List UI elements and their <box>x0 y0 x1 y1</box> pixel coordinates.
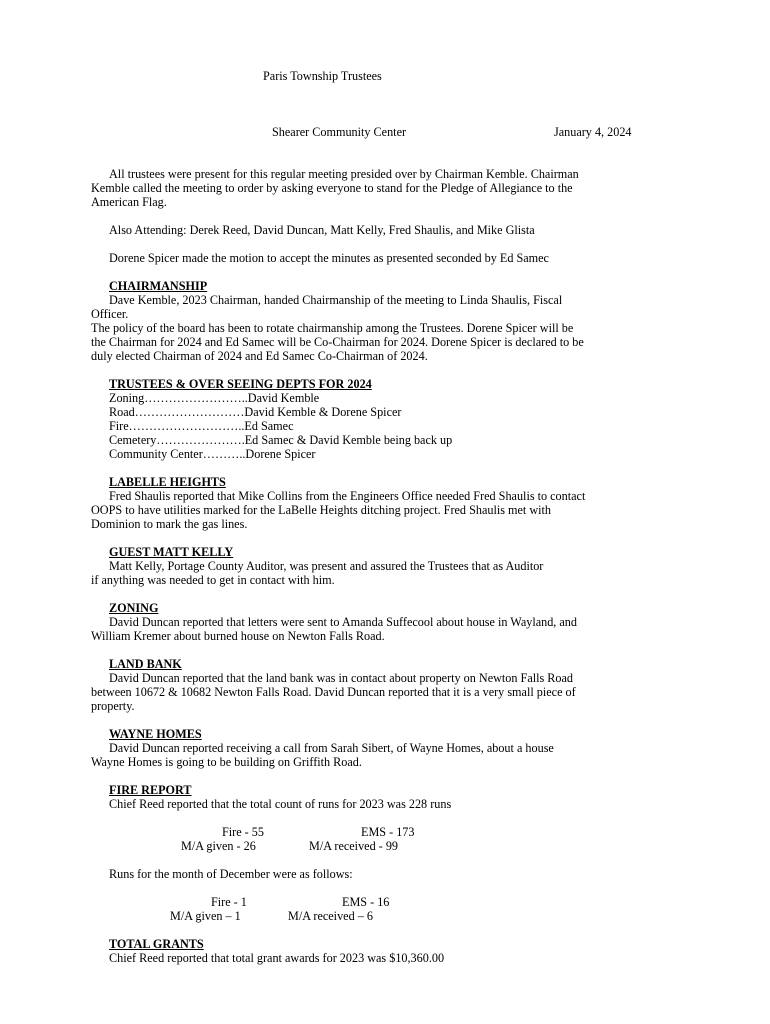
fire-total-runs: Chief Reed reported that the total count of runs for 2023 was 228 runs <box>109 797 452 811</box>
year-ma-received: M/A received - 99 <box>309 839 399 853</box>
meeting-location: Shearer Community Center <box>272 125 407 139</box>
section-heading: GUEST MATT KELLY <box>109 545 234 559</box>
dept-row: Road………………………David Kemble & Dorene Spicer <box>109 405 402 419</box>
year-ems-count: EMS - 173 <box>361 825 415 839</box>
section-line: Wayne Homes is going to be building on Griffith Road. <box>91 755 362 769</box>
section-line: Dominion to mark the gas lines. <box>91 517 248 531</box>
dept-row: Fire………………………..Ed Samec <box>109 419 294 433</box>
section-line: William Kremer about burned house on Newton Falls Road. <box>91 629 385 643</box>
section-line: David Duncan reported that letters were sent to Amanda Suffecool about house in Wayland, and <box>109 615 577 629</box>
section-line: Fred Shaulis reported that Mike Collins from the Engineers Office needed Fred Shaulis to contact <box>109 489 586 503</box>
minutes-motion <box>91 251 711 265</box>
section-line: Officer. <box>91 307 129 321</box>
year-ma-given: M/A given - 26 <box>181 839 256 853</box>
also-attending-text: Also Attending: Derek Reed, David Duncan, Matt Kelly, Fred Shaulis, and Mike Glista <box>109 223 535 237</box>
section-heading: LAND BANK <box>109 657 182 671</box>
section-line: if anything was needed to get in contact with him. <box>91 573 335 587</box>
intro-line: American Flag. <box>91 195 167 209</box>
section-total-grants <box>91 937 711 965</box>
section-heading: FIRE REPORT <box>109 783 192 797</box>
section-fire-report <box>91 783 711 811</box>
document-title: Paris Township Trustees <box>263 69 382 83</box>
section-heading: LABELLE HEIGHTS <box>109 475 226 489</box>
dept-row: Zoning……………………..David Kemble <box>109 391 320 405</box>
month-fire-count: Fire - 1 <box>211 895 247 909</box>
section-depts <box>91 377 711 461</box>
section-line: the Chairman for 2024 and Ed Samec will be Co-Chairman for 2024. Dorene Spicer is declared to be <box>91 335 584 349</box>
section-land-bank <box>91 657 711 713</box>
section-line: The policy of the board has been to rotate chairmanship among the Trustees. Dorene Spicer will be <box>91 321 574 335</box>
section-line: between 10672 & 10682 Newton Falls Road. David Duncan reported that it is a very small piece of <box>91 685 576 699</box>
also-attending <box>91 223 711 237</box>
minutes-motion-text: Dorene Spicer made the motion to accept the minutes as presented seconded by Ed Samec <box>109 251 549 265</box>
section-line: OOPS to have utilities marked for the LaBelle Heights ditching project. Fred Shaulis met with <box>91 503 551 517</box>
section-wayne-homes <box>91 727 711 769</box>
section-line: David Duncan reported that the land bank was in contact about property on Newton Falls Road <box>109 671 574 685</box>
dept-row: Community Center………..Dorene Spicer <box>109 447 316 461</box>
section-heading: CHAIRMANSHIP <box>109 279 208 293</box>
intro-line: All trustees were present for this regular meeting presided over by Chairman Kemble. Chairman <box>109 167 579 181</box>
section-zoning <box>91 601 711 643</box>
section-line: David Duncan reported receiving a call from Sarah Sibert, of Wayne Homes, about a house <box>109 741 554 755</box>
month-ma-given: M/A given – 1 <box>170 909 241 923</box>
section-heading: TRUSTEES & OVER SEEING DEPTS FOR 2024 <box>109 377 372 391</box>
grants-text: Chief Reed reported that total grant awards for 2023 was $10,360.00 <box>109 951 445 965</box>
section-guest <box>91 545 711 587</box>
section-line: property. <box>91 699 135 713</box>
intro-line: Kemble called the meeting to order by asking everyone to stand for the Pledge of Allegiance to the <box>91 181 573 195</box>
section-heading: ZONING <box>109 601 159 615</box>
section-line: Dave Kemble, 2023 Chairman, handed Chairmanship of the meeting to Linda Shaulis, Fiscal <box>109 293 563 307</box>
intro-paragraph <box>91 167 711 209</box>
section-labelle-heights <box>91 475 711 531</box>
section-line: Matt Kelly, Portage County Auditor, was present and assured the Trustees that as Auditor <box>109 559 544 573</box>
dept-row: Cemetery………………….Ed Samec & David Kemble being back up <box>109 433 453 447</box>
year-fire-count: Fire - 55 <box>222 825 264 839</box>
section-chairmanship <box>91 279 711 363</box>
month-ma-received: M/A received – 6 <box>288 909 373 923</box>
meeting-date: January 4, 2024 <box>554 125 632 139</box>
section-heading: WAYNE HOMES <box>109 727 202 741</box>
section-line: duly elected Chairman of 2024 and Ed Samec Co-Chairman of 2024. <box>91 349 428 363</box>
month-runs-intro: Runs for the month of December were as follows: <box>109 867 353 881</box>
month-ems-count: EMS - 16 <box>342 895 390 909</box>
section-heading: TOTAL GRANTS <box>109 937 204 951</box>
